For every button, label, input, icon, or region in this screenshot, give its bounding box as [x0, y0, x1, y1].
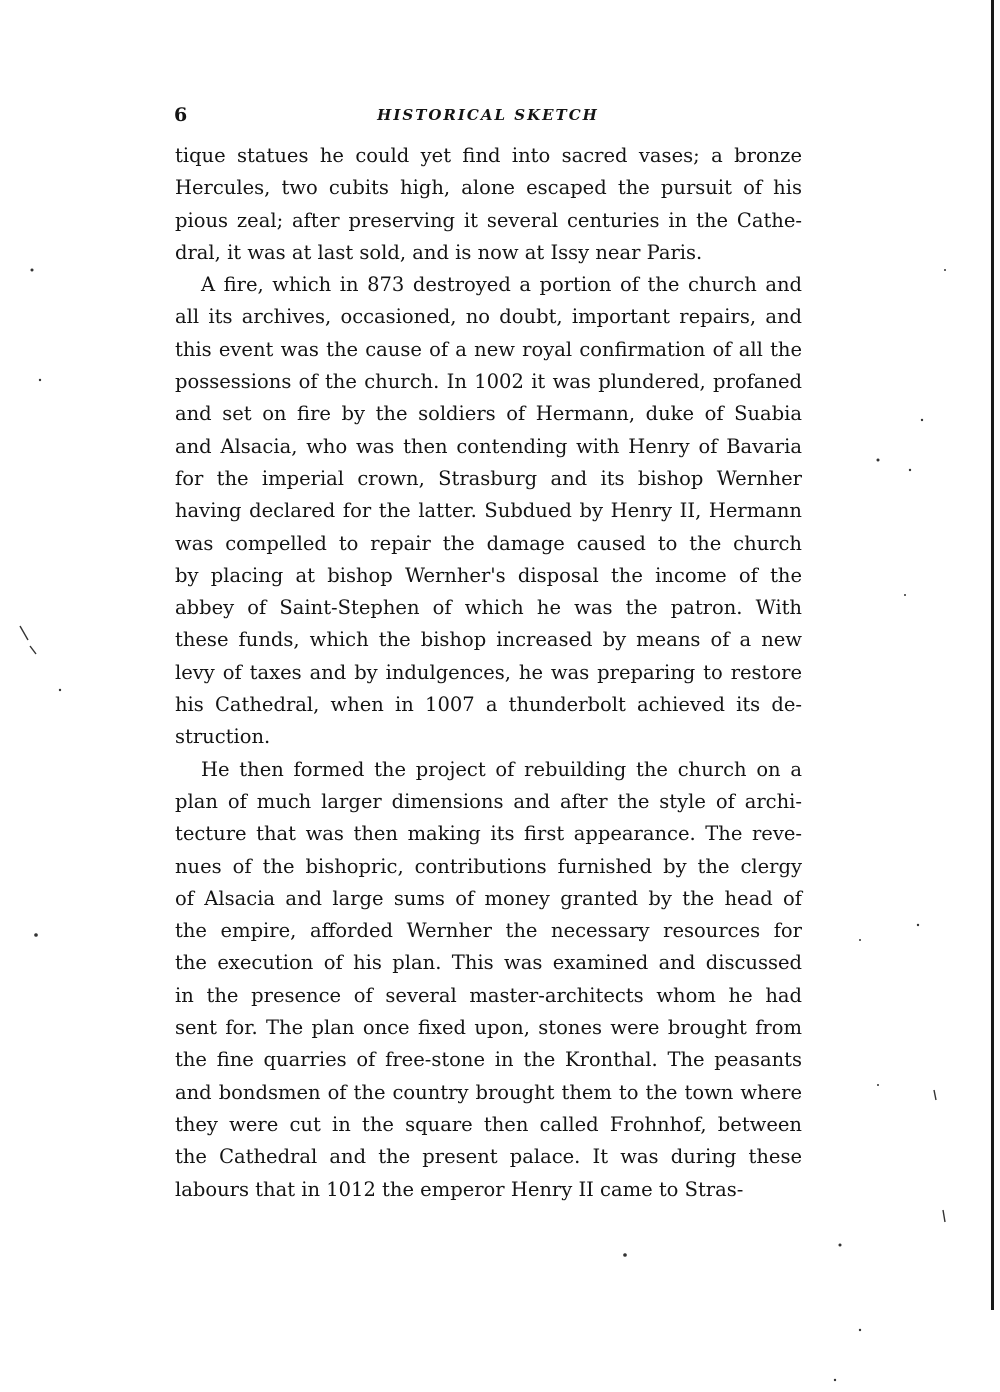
- text-line: for the imperial crown, Strasburg and its bishop Wernher: [175, 466, 802, 490]
- text-line: these funds, which the bishop increased by means of a new: [175, 628, 802, 652]
- text-line: his Cathedral, when in 1007 a thunderbolt achieved its de-: [175, 693, 802, 717]
- text-line: the execution of his plan. This was examined and discussed: [175, 951, 802, 975]
- text-line: tecture that was then making its first appearance. The reve-: [175, 822, 802, 846]
- text-line: abbey of Saint-Stephen of which he was the patron. With: [175, 596, 802, 620]
- running-head: HISTORICAL SKETCH: [377, 106, 599, 124]
- paragraph: [175, 140, 802, 269]
- text-line: labours that in 1012 the emperor Henry II came to Stras-: [175, 1177, 744, 1201]
- text-line: and bondsmen of the country brought them to the town where: [175, 1080, 802, 1104]
- text-line: Hercules, two cubits high, alone escaped the pursuit of his: [175, 176, 802, 200]
- text-line: the empire, afforded Wernher the necessary resources for: [175, 919, 802, 943]
- body-text: [175, 140, 802, 1206]
- text-line: possessions of the church. In 1002 it was plundered, profaned: [175, 370, 802, 394]
- text-line: the fine quarries of free-stone in the Kronthal. The peasants: [175, 1048, 802, 1072]
- text-line: sent for. The plan once fixed upon, stones were brought from: [175, 1016, 802, 1040]
- text-line: of Alsacia and large sums of money granted by the head of: [175, 886, 802, 910]
- text-line: A fire, which in 873 destroyed a portion of the church and: [201, 273, 802, 297]
- text-line: the Cathedral and the present palace. It was during these: [175, 1145, 802, 1169]
- page-edge-rule: [991, 0, 994, 1310]
- text-line: dral, it was at last sold, and is now at Issy near Paris.: [175, 240, 703, 264]
- text-line: by placing at bishop Wernher's disposal the income of the: [175, 563, 802, 587]
- text-line: in the presence of several master-architects whom he had: [175, 983, 802, 1007]
- text-line: plan of much larger dimensions and after the style of archi-: [175, 789, 802, 813]
- text-line: pious zeal; after preserving it several centuries in the Cathe-: [175, 208, 802, 232]
- text-line: and Alsacia, who was then contending with Henry of Bavaria: [175, 434, 802, 458]
- text-line: tique statues he could yet find into sacred vases; a bronze: [175, 144, 802, 167]
- paragraph: [175, 269, 802, 753]
- text-line: He then formed the project of rebuilding the church on a: [201, 757, 802, 781]
- text-line: struction.: [175, 725, 271, 749]
- text-line: all its archives, occasioned, no doubt, important repairs, and: [175, 305, 802, 329]
- text-line: this event was the cause of a new royal confirmation of all the: [175, 337, 802, 361]
- page-number: 6: [174, 104, 188, 126]
- text-line: levy of taxes and by indulgences, he was preparing to restore: [175, 660, 802, 684]
- page-header: [172, 104, 804, 130]
- text-line: they were cut in the square then called Frohnhof, between: [175, 1112, 802, 1136]
- text-line: was compelled to repair the damage caused to the church: [175, 531, 802, 555]
- text-line: having declared for the latter. Subdued by Henry II, Hermann: [175, 499, 802, 523]
- paragraph: [175, 754, 802, 1206]
- text-line: nues of the bishopric, contributions furnished by the clergy: [175, 854, 802, 878]
- text-line: and set on fire by the soldiers of Hermann, duke of Suabia: [175, 402, 802, 426]
